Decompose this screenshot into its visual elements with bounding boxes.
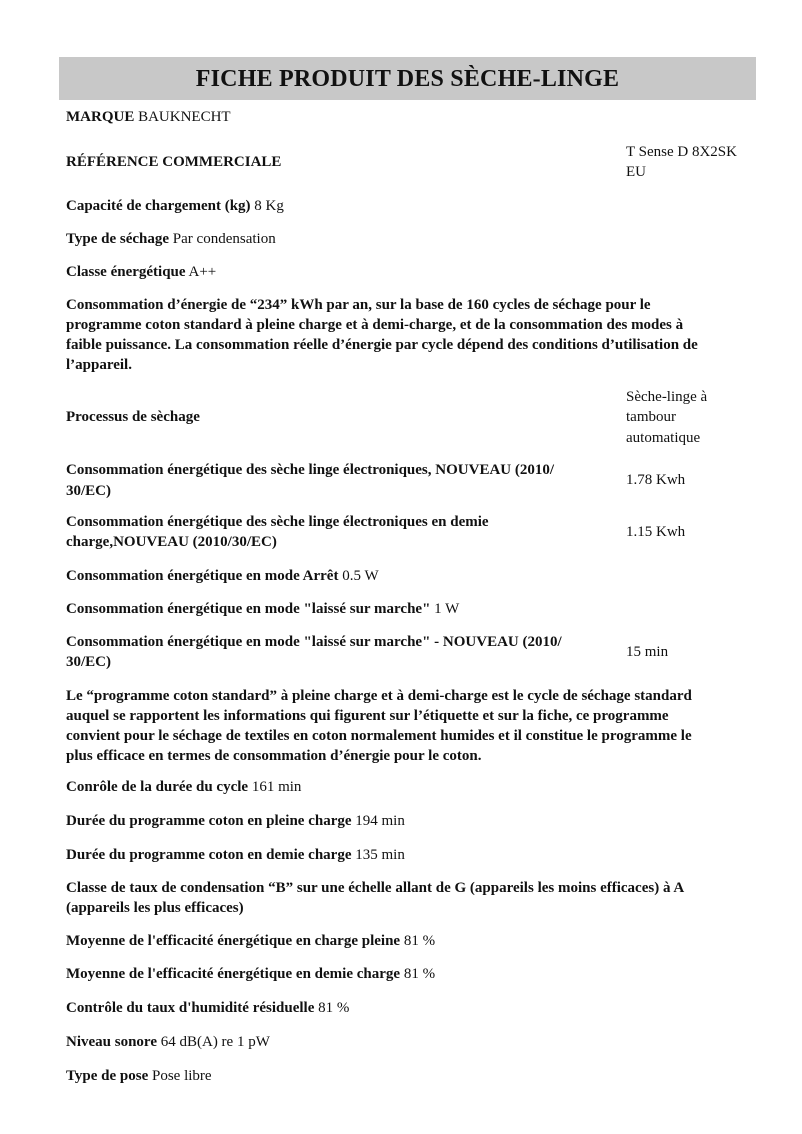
left-on-mode-new-label-line2: 30/EC) [66, 654, 111, 670]
half-load-consumption-label [66, 512, 606, 552]
reference-value-line1: T Sense D 8X2SK [626, 144, 737, 160]
annual-consumption-line4: l’appareil. [66, 357, 132, 373]
noise-level-row [66, 1032, 756, 1052]
residual-humidity-row [66, 998, 756, 1018]
energy-class-label: Classe énergétique [66, 264, 186, 280]
page-title-text: FICHE PRODUIT DES SÈCHE-LINGE [195, 65, 620, 92]
left-on-mode-new-label [66, 632, 606, 672]
annual-consumption-line2: programme coton standard à pleine charge et à demi-charge, et de la consommation des modes à [66, 317, 684, 333]
installation-type-label: Type de pose [66, 1068, 149, 1084]
full-load-efficiency-row [66, 931, 756, 951]
energy-class-row [66, 262, 756, 282]
process-label: Processus de sèchage [66, 409, 200, 425]
energy-class-value: A++ [188, 264, 217, 280]
drying-type-row [66, 229, 756, 249]
brand-label: MARQUE [66, 109, 135, 125]
off-mode-label: Consommation énergétique en mode Arrêt [66, 568, 339, 584]
full-load-duration-row [66, 811, 756, 831]
standard-program-line3: convient pour le séchage de textiles en coton normalement humides et il constitue le programme le [66, 728, 692, 744]
condensation-class-paragraph [66, 878, 756, 918]
condensation-class-line1: Classe de taux de condensation “B” sur une échelle allant de G (appareils les moins efficaces) à A [66, 880, 685, 896]
reference-label: RÉFÉRENCE COMMERCIALE [66, 154, 282, 170]
installation-type-row [66, 1066, 756, 1086]
page-title [59, 57, 756, 100]
half-load-consumption-label-line2: charge,NOUVEAU (2010/30/EC) [66, 534, 277, 550]
half-load-consumption-value: 1.15 Kwh [626, 524, 686, 540]
process-value-line2: tambour [626, 409, 676, 425]
half-load-efficiency-value: 81 % [403, 966, 436, 982]
process-value-line1: Sèche-linge à [626, 389, 708, 405]
full-load-consumption-value: 1.78 Kwh [626, 472, 686, 488]
cycle-duration-label: Conrôle de la durée du cycle [66, 779, 249, 795]
standard-program-line4: plus efficace en termes de consommation d’énergie pour le coton. [66, 748, 482, 764]
capacity-row [66, 196, 756, 216]
full-load-consumption-label-line2: 30/EC) [66, 483, 111, 499]
half-load-duration-row [66, 845, 756, 865]
annual-consumption-line1: Consommation d’énergie de “234” kWh par an, sur la base de 160 cycles de séchage pour le [66, 297, 651, 313]
left-on-mode-new-value: 15 min [626, 644, 669, 660]
capacity-label: Capacité de chargement (kg) [66, 198, 251, 214]
left-on-mode-new-label-line1: Consommation énergétique en mode "laissé sur marche" - NOUVEAU (2010/ [66, 634, 562, 650]
off-mode-row [66, 566, 756, 586]
drying-type-label: Type de séchage [66, 231, 170, 247]
annual-consumption-paragraph [66, 295, 756, 375]
reference-value-line2: EU [626, 164, 646, 180]
full-load-duration-label: Durée du programme coton en pleine charge [66, 813, 352, 829]
half-load-efficiency-row [66, 964, 756, 984]
full-load-efficiency-label: Moyenne de l'efficacité énergétique en charge pleine [66, 933, 401, 949]
residual-humidity-label: Contrôle du taux d'humidité résiduelle [66, 1000, 315, 1016]
full-load-consumption-label [66, 460, 606, 501]
full-load-consumption-label-line1: Consommation énergétique des sèche linge électroniques, NOUVEAU (2010/ [66, 462, 555, 478]
noise-level-value: 64 dB(A) re 1 pW [160, 1034, 270, 1050]
half-load-efficiency-label: Moyenne de l'efficacité énergétique en demie charge [66, 966, 401, 982]
capacity-value: 8 Kg [254, 198, 284, 214]
condensation-class-line2: (appareils les plus efficaces) [66, 900, 244, 916]
process-value [626, 387, 756, 448]
annual-consumption-line3: faible puissance. La consommation réelle d’énergie par cycle dépend des conditions d’utilisation de [66, 337, 698, 353]
half-load-consumption-label-line1: Consommation énergétique des sèche linge électroniques en demie [66, 514, 489, 530]
left-on-mode-row [66, 599, 756, 619]
installation-type-value: Pose libre [151, 1068, 212, 1084]
left-on-mode-value: 1 W [434, 601, 460, 617]
full-load-efficiency-value: 81 % [403, 933, 436, 949]
standard-program-paragraph [66, 686, 756, 766]
left-on-mode-label: Consommation énergétique en mode "laissé sur marche" [66, 601, 431, 617]
process-value-line3: automatique [626, 430, 701, 446]
cycle-duration-row [66, 777, 756, 797]
noise-level-label: Niveau sonore [66, 1034, 157, 1050]
standard-program-line2: auquel se rapportent les informations qui figurent sur l’étiquette et sur la fiche, ce programme [66, 708, 669, 724]
standard-program-line1: Le “programme coton standard” à pleine charge et à demi-charge est le cycle de séchage standard [66, 688, 692, 704]
reference-value [626, 142, 756, 182]
brand-row [66, 107, 756, 127]
half-load-duration-value: 135 min [355, 847, 405, 863]
cycle-duration-value: 161 min [251, 779, 302, 795]
brand-value: BAUKNECHT [138, 109, 231, 125]
residual-humidity-value: 81 % [318, 1000, 350, 1016]
drying-type-value: Par condensation [172, 231, 276, 247]
half-load-duration-label: Durée du programme coton en demie charge [66, 847, 352, 863]
off-mode-value: 0.5 W [342, 568, 379, 584]
full-load-duration-value: 194 min [355, 813, 405, 829]
